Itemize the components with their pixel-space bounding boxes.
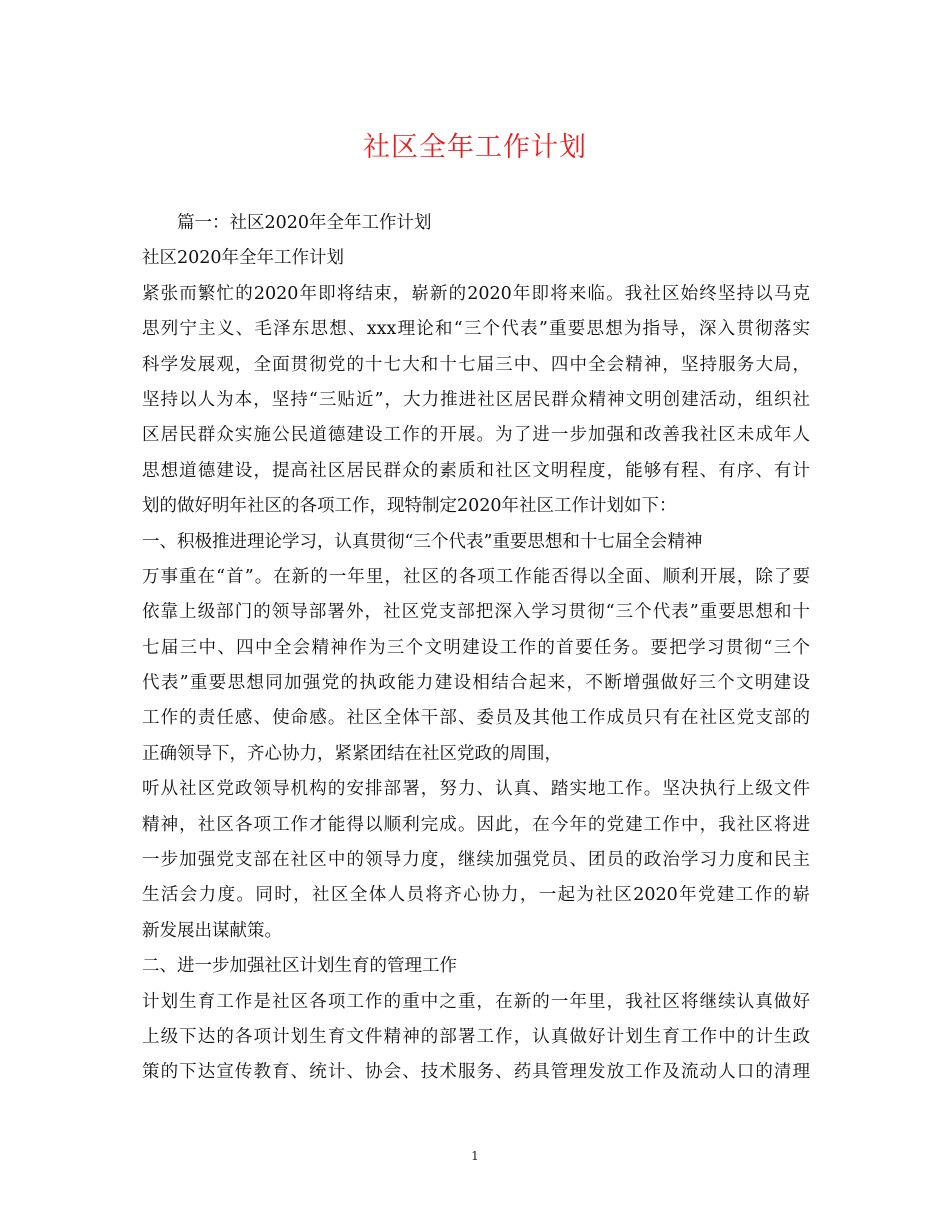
section-heading: 一、积极推进理论学习，认真贯彻“三个代表”重要思想和十七届全会精神	[142, 531, 703, 552]
paragraph-line: 思想道德建设，提高社区居民群众的素质和社区文明程度，能够有程、有序、有计	[142, 460, 810, 481]
subheading: 社区2020年全年工作计划	[142, 248, 345, 269]
paragraph-line: 区居民群众实施公民道德建设工作的开展。为了进一步加强和改善我社区未成年人	[142, 425, 810, 446]
paragraph-line: 上级下达的各项计划生育文件精神的部署工作，认真做好计划生育工作中的计生政	[142, 1026, 810, 1047]
paragraph-line: 科学发展观，全面贯彻党的十七大和十七届三中、四中全会精神，坚持服务大局，	[142, 354, 810, 375]
section-heading: 篇一：社区2020年全年工作计划	[177, 213, 432, 233]
section-heading: 二、进一步加强社区计划生育的管理工作	[142, 956, 457, 977]
document-title: 社区全年工作计划	[363, 132, 587, 163]
paragraph-line: 坚持以人为本，坚持“三贴近”，大力推进社区居民群众精神文明创建活动，组织社	[142, 389, 810, 410]
page-number: 1	[471, 1149, 479, 1163]
paragraph-line: 代表”重要思想同加强党的执政能力建设相结合起来，不断增强做好三个文明建设	[142, 673, 810, 694]
paragraph-line: 依靠上级部门的领导部署外，社区党支部把深入学习贯彻“三个代表”重要思想和十	[142, 602, 810, 623]
paragraph-line: 思列宁主义、毛泽东思想、xxx理论和“三个代表”重要思想为指导，深入贯彻落实	[142, 319, 810, 340]
document-body	[142, 206, 810, 1091]
paragraph-line: 精神，社区各项工作才能得以顺利完成。因此，在今年的党建工作中，我社区将进	[142, 814, 810, 835]
paragraph-line: 一步加强党支部在社区中的领导力度，继续加强党员、团员的政治学习力度和民主	[142, 850, 810, 871]
paragraph-line: 万事重在“首”。在新的一年里，社区的各项工作能否得以全面、顺利开展，除了要	[142, 566, 810, 587]
paragraph-line: 策的下达宣传教育、统计、协会、技术服务、药具管理发放工作及流动人口的清理	[142, 1062, 810, 1083]
paragraph-line: 生活会力度。同时，社区全体人员将齐心协力，一起为社区2020年党建工作的崭	[142, 885, 810, 906]
paragraph-line: 划的做好明年社区的各项工作，现特制定2020年社区工作计划如下：	[142, 496, 677, 517]
paragraph-line: 工作的责任感、使命感。社区全体干部、委员及其他工作成员只有在社区党支部的	[142, 708, 810, 729]
paragraph-line: 计划生育工作是社区各项工作的重中之重，在新的一年里，我社区将继续认真做好	[142, 991, 810, 1012]
paragraph-line: 七届三中、四中全会精神作为三个文明建设工作的首要任务。要把学习贯彻“三个	[142, 637, 810, 658]
paragraph-line: 正确领导下，齐心协力，紧紧团结在社区党政的周围，	[142, 743, 562, 764]
paragraph-line: 听从社区党政领导机构的安排部署，努力、认真、踏实地工作。坚决执行上级文件	[142, 779, 810, 800]
paragraph-line: 新发展出谋献策。	[142, 920, 282, 941]
paragraph-line: 紧张而繁忙的2020年即将结束，崭新的2020年即将来临。我社区始终坚持以马克	[142, 283, 810, 304]
